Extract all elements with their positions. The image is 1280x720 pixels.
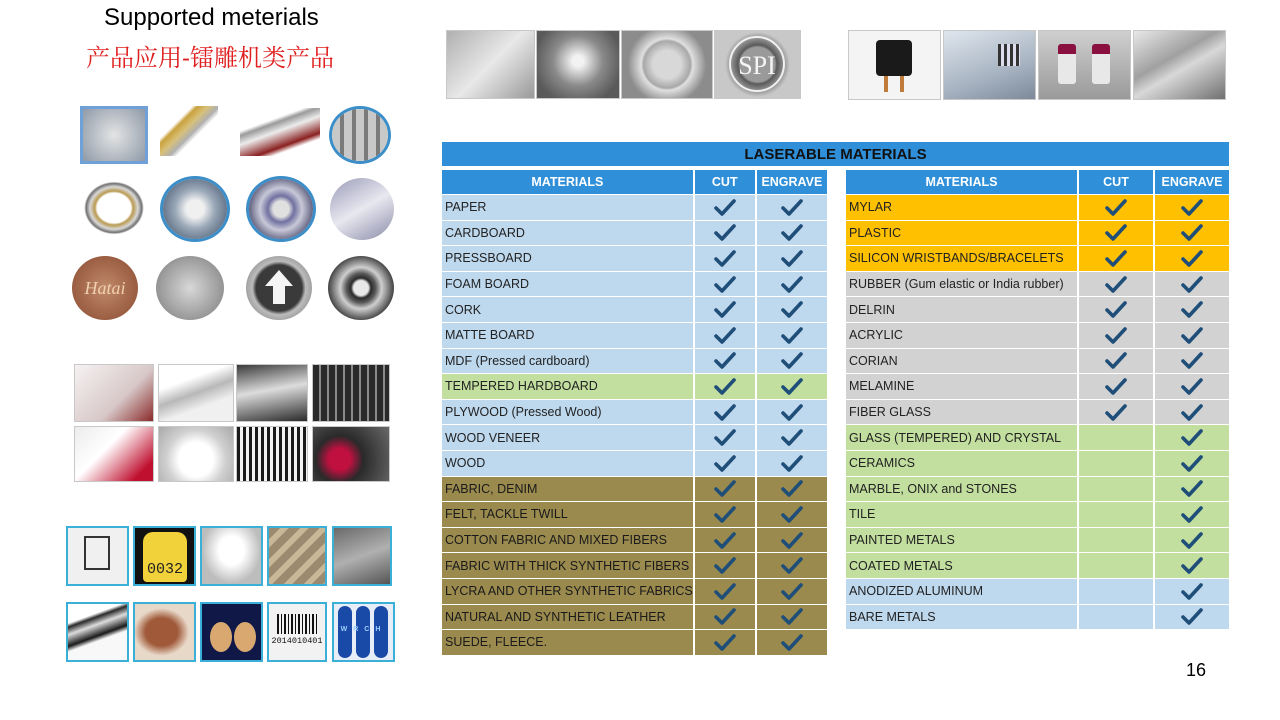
cut-cell: [1079, 477, 1153, 502]
cut-cell: [1079, 349, 1153, 374]
lamp-housing-image: [236, 426, 308, 482]
checkmark-icon: [1181, 429, 1203, 446]
up-arrow-icon: [246, 256, 312, 320]
engrave-cell: [757, 221, 827, 246]
engrave-cell: [757, 579, 827, 604]
knife-tool-image: [240, 108, 320, 156]
white-parts-image: [74, 426, 154, 482]
checkmark-icon: [714, 583, 736, 600]
material-name: ANODIZED ALUMINUM: [846, 579, 1077, 604]
table-row: [442, 349, 827, 374]
material-name: WOOD: [442, 451, 693, 476]
checkmark-icon: [1181, 378, 1203, 395]
checkmark-icon: [1105, 301, 1127, 318]
table-row: [442, 400, 827, 425]
header-engrave: ENGRAVE: [1155, 170, 1229, 194]
cut-cell: [695, 630, 755, 655]
white-cover-image: [200, 526, 263, 586]
barcode-label-image: [267, 602, 327, 662]
checkmark-icon: [1105, 250, 1127, 267]
table-row: [442, 374, 827, 399]
material-name: PRESSBOARD: [442, 246, 693, 271]
engrave-cell: [757, 553, 827, 578]
checkmark-icon: [781, 480, 803, 497]
engrave-cell: [1155, 400, 1229, 425]
material-name: COTTON FABRIC AND MIXED FIBERS: [442, 528, 693, 553]
table-row: [442, 630, 827, 655]
cut-cell: [1079, 221, 1153, 246]
checkmark-icon: [781, 276, 803, 293]
cut-cell: [1079, 553, 1153, 578]
engrave-cell: [757, 297, 827, 322]
checkmark-icon: [1181, 224, 1203, 241]
engrave-cell: [1155, 605, 1229, 630]
material-name: TILE: [846, 502, 1077, 527]
cut-cell: [695, 451, 755, 476]
cutting-tools-image: [329, 106, 391, 164]
table-row: [846, 349, 1229, 374]
checkmark-icon: [714, 506, 736, 523]
engrave-cell: [757, 605, 827, 630]
cut-cell: [1079, 579, 1153, 604]
cut-cell: [695, 477, 755, 502]
table-row: [442, 528, 827, 553]
checkmark-icon: [781, 455, 803, 472]
wristband-text: WRCH: [340, 626, 387, 633]
header-cut: CUT: [1079, 170, 1153, 194]
checkmark-icon: [781, 327, 803, 344]
checkmark-icon: [781, 378, 803, 395]
header-materials: MATERIALS: [846, 170, 1077, 194]
spi-logo-graphic: [714, 30, 801, 99]
engrave-cell: [1155, 502, 1229, 527]
pens-image: [66, 602, 129, 662]
checkmark-icon: [781, 250, 803, 267]
usb-drive-image: [158, 364, 234, 422]
table-row: [442, 246, 827, 271]
cut-cell: [1079, 246, 1153, 271]
header-engrave: ENGRAVE: [757, 170, 827, 194]
medals-image: [200, 602, 263, 662]
chip-components-image: [267, 526, 327, 586]
cut-cell: [695, 272, 755, 297]
engraved-rings-image: [80, 178, 148, 238]
table-row: [846, 579, 1229, 604]
table-row: [846, 400, 1229, 425]
checkmark-icon: [714, 250, 736, 267]
engraved-tube-image: [330, 178, 394, 240]
cut-cell: [695, 323, 755, 348]
material-name: FABRIC, DENIM: [442, 477, 693, 502]
checkmark-icon: [781, 352, 803, 369]
checkmark-icon: [714, 557, 736, 574]
keyboard-image: [312, 364, 390, 422]
material-name: FOAM BOARD: [442, 272, 693, 297]
table-row: [442, 553, 827, 578]
cut-cell: [1079, 605, 1153, 630]
checkmark-icon: [714, 199, 736, 216]
material-name: MELAMINE: [846, 374, 1077, 399]
checkmark-icon: [1105, 224, 1127, 241]
cut-cell: [1079, 195, 1153, 220]
checkmark-icon: [714, 327, 736, 344]
cut-cell: [1079, 272, 1153, 297]
cut-cell: [1079, 400, 1153, 425]
checkmark-icon: [781, 404, 803, 421]
cut-cell: [1079, 425, 1153, 450]
table-row: [442, 272, 827, 297]
engraved-coin-image: [72, 256, 138, 320]
table-row: [846, 297, 1229, 322]
coin-text: Hatai: [84, 277, 126, 298]
material-name: RUBBER (Gum elastic or India rubber): [846, 272, 1077, 297]
checkmark-icon: [781, 506, 803, 523]
material-name: FIBER GLASS: [846, 400, 1077, 425]
table-row: [846, 451, 1229, 476]
checkmark-icon: [714, 404, 736, 421]
cut-cell: [1079, 374, 1153, 399]
ear-tag-image: [133, 526, 196, 586]
power-adapter-image: [848, 30, 941, 100]
spi-logo-engraving-image: [714, 30, 801, 99]
material-name: FABRIC WITH THICK SYNTHETIC FIBERS: [442, 553, 693, 578]
cut-cell: [695, 374, 755, 399]
material-name: WOOD VENEER: [442, 425, 693, 450]
material-name: SILICON WRISTBANDS/BRACELETS: [846, 246, 1077, 271]
table-row: [846, 425, 1229, 450]
cut-cell: [1079, 323, 1153, 348]
cut-cell: [695, 400, 755, 425]
cut-cell: [695, 221, 755, 246]
engrave-cell: [757, 374, 827, 399]
table-row: [846, 246, 1229, 271]
checkmark-icon: [714, 301, 736, 318]
table-row: [846, 272, 1229, 297]
table-title: LASERABLE MATERIALS: [442, 142, 1229, 166]
table-row: [846, 553, 1229, 578]
header-cut: CUT: [695, 170, 755, 194]
engrave-cell: [1155, 425, 1229, 450]
engrave-cell: [1155, 579, 1229, 604]
engraved-box-image: [74, 364, 154, 422]
materials-table-left: [440, 169, 829, 656]
checkmark-icon: [714, 480, 736, 497]
engrave-cell: [1155, 374, 1229, 399]
checkmark-icon: [1181, 480, 1203, 497]
checkmark-icon: [714, 634, 736, 651]
arrow-button-image: [246, 256, 312, 320]
engrave-cell: [757, 246, 827, 271]
ferrari-card-image: [66, 526, 129, 586]
engrave-cell: [1155, 451, 1229, 476]
metal-plate-image: [332, 526, 392, 586]
material-name: ACRYLIC: [846, 323, 1077, 348]
transformer-logo-engraving-image: [536, 30, 620, 99]
checkmark-icon: [1181, 506, 1203, 523]
table-row: [442, 425, 827, 450]
cut-cell: [695, 579, 755, 604]
material-name: PLASTIC: [846, 221, 1077, 246]
checkmark-icon: [1181, 199, 1203, 216]
checkmark-icon: [781, 532, 803, 549]
cut-cell: [1079, 502, 1153, 527]
engrave-cell: [1155, 297, 1229, 322]
diamond-ring-image: [160, 176, 230, 242]
page-number: 16: [1186, 660, 1207, 680]
engrave-cell: [757, 630, 827, 655]
cut-cell: [695, 553, 755, 578]
table-row: [846, 605, 1229, 630]
cut-cell: [695, 605, 755, 630]
engrave-cell: [757, 425, 827, 450]
checkmark-icon: [714, 608, 736, 625]
material-name: COATED METALS: [846, 553, 1077, 578]
engrave-cell: [757, 323, 827, 348]
table-row: [442, 502, 827, 527]
plug-adapter-image: [158, 426, 234, 482]
engrave-cell: [1155, 221, 1229, 246]
material-name: CARDBOARD: [442, 221, 693, 246]
ball-bearing-image: [328, 256, 394, 320]
material-name: MARBLE, ONIX and STONES: [846, 477, 1077, 502]
material-name: DELRIN: [846, 297, 1077, 322]
table-row: [846, 477, 1229, 502]
material-name: MATTE BOARD: [442, 323, 693, 348]
cut-cell: [695, 425, 755, 450]
checkmark-icon: [1181, 583, 1203, 600]
metal-wire-marking-image: [1133, 30, 1226, 100]
table-row: [442, 477, 827, 502]
checkmark-icon: [1181, 327, 1203, 344]
floral-medallion-engraving-image: [621, 30, 713, 99]
cut-cell: [1079, 528, 1153, 553]
table-row: [442, 323, 827, 348]
slide-subtitle: 产品应用-镭雕机类产品: [86, 45, 334, 72]
engrave-cell: [757, 451, 827, 476]
material-name: FELT, TACKLE TWILL: [442, 502, 693, 527]
table-row: [846, 195, 1229, 220]
ear-tag-number: 0032: [143, 532, 187, 582]
checkmark-icon: [1105, 404, 1127, 421]
checkmark-icon: [781, 557, 803, 574]
engrave-cell: [1155, 349, 1229, 374]
engraved-face-image: [156, 256, 224, 320]
cut-cell: [695, 297, 755, 322]
table-row: [442, 451, 827, 476]
cable-marking-image: [236, 364, 308, 422]
table-row: [846, 374, 1229, 399]
material-name: SUEDE, FLEECE.: [442, 630, 693, 655]
engrave-cell: [757, 502, 827, 527]
engrave-cell: [1155, 272, 1229, 297]
bearing-image: [246, 176, 316, 242]
checkmark-icon: [1181, 250, 1203, 267]
wristbands-image: [332, 602, 395, 662]
barcode-number: 2014010401: [271, 636, 323, 646]
checkmark-icon: [781, 199, 803, 216]
engrave-cell: [757, 528, 827, 553]
checkmark-icon: [781, 583, 803, 600]
business-card-engraving-image: [446, 30, 535, 99]
engrave-cell: [757, 400, 827, 425]
table-row: [442, 579, 827, 604]
cut-cell: [695, 502, 755, 527]
engrave-cell: [757, 272, 827, 297]
checkmark-icon: [781, 608, 803, 625]
checkmark-icon: [714, 532, 736, 549]
keychains-image: [312, 426, 390, 482]
cut-cell: [695, 246, 755, 271]
checkmark-icon: [1181, 557, 1203, 574]
material-name: BARE METALS: [846, 605, 1077, 630]
headlight-part-image: [80, 106, 148, 164]
engrave-cell: [1155, 553, 1229, 578]
checkmark-icon: [1181, 404, 1203, 421]
table-row: [442, 297, 827, 322]
engrave-cell: [1155, 246, 1229, 271]
table-row: [442, 605, 827, 630]
checkmark-icon: [781, 224, 803, 241]
checkmark-icon: [714, 429, 736, 446]
material-name: NATURAL AND SYNTHETIC LEATHER: [442, 605, 693, 630]
checkmark-icon: [1181, 301, 1203, 318]
engrave-cell: [1155, 195, 1229, 220]
material-name: MYLAR: [846, 195, 1077, 220]
slide-title: Supported meterials: [104, 4, 319, 31]
cut-cell: [1079, 297, 1153, 322]
engrave-cell: [757, 477, 827, 502]
checkmark-icon: [714, 276, 736, 293]
table-row: [442, 221, 827, 246]
checkmark-icon: [1181, 352, 1203, 369]
material-name: PAPER: [442, 195, 693, 220]
checkmark-icon: [1105, 352, 1127, 369]
checkmark-icon: [714, 455, 736, 472]
engrave-cell: [1155, 323, 1229, 348]
checkmark-icon: [1105, 378, 1127, 395]
material-name: LYCRA AND OTHER SYNTHETIC FABRICS: [442, 579, 693, 604]
material-name: TEMPERED HARDBOARD: [442, 374, 693, 399]
table-row: [846, 502, 1229, 527]
table-row: [846, 528, 1229, 553]
checkmark-icon: [781, 634, 803, 651]
material-name: GLASS (TEMPERED) AND CRYSTAL: [846, 425, 1077, 450]
material-name: CERAMICS: [846, 451, 1077, 476]
leather-part-image: [133, 602, 196, 662]
cut-cell: [695, 349, 755, 374]
checkmark-icon: [714, 352, 736, 369]
material-name: CORIAN: [846, 349, 1077, 374]
materials-table-right: [844, 169, 1231, 630]
vials-image: [1038, 30, 1131, 100]
cut-cell: [695, 195, 755, 220]
material-name: PLYWOOD (Pressed Wood): [442, 400, 693, 425]
cut-cell: [695, 528, 755, 553]
checkmark-icon: [1105, 327, 1127, 344]
material-name: CORK: [442, 297, 693, 322]
material-name: PAINTED METALS: [846, 528, 1077, 553]
table-row: [846, 221, 1229, 246]
checkmark-icon: [714, 378, 736, 395]
checkmark-icon: [1181, 455, 1203, 472]
engrave-cell: [757, 349, 827, 374]
drill-bits-image: [160, 106, 218, 156]
spi-logo-text: SPI: [738, 51, 776, 80]
checkmark-icon: [1105, 199, 1127, 216]
engrave-cell: [757, 195, 827, 220]
checkmark-icon: [1181, 532, 1203, 549]
cut-cell: [1079, 451, 1153, 476]
qr-code-marking-image: [943, 30, 1036, 100]
header-materials: MATERIALS: [442, 170, 693, 194]
checkmark-icon: [1181, 608, 1203, 625]
engrave-cell: [1155, 477, 1229, 502]
checkmark-icon: [781, 301, 803, 318]
checkmark-icon: [714, 224, 736, 241]
checkmark-icon: [781, 429, 803, 446]
table-row: [846, 323, 1229, 348]
checkmark-icon: [1105, 276, 1127, 293]
material-name: MDF (Pressed cardboard): [442, 349, 693, 374]
table-row: [442, 195, 827, 220]
engrave-cell: [1155, 528, 1229, 553]
checkmark-icon: [1181, 276, 1203, 293]
